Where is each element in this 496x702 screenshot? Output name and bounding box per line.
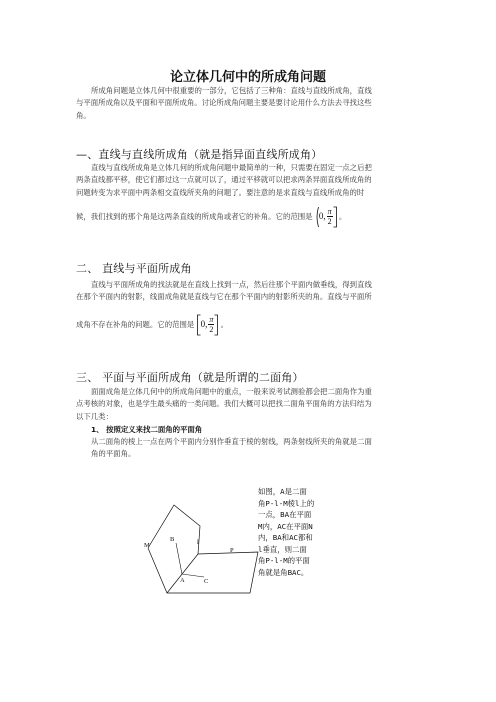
section-1-line: 问题转变为求平面中两条相交直线所夹角的问题了。要注意的是求直线与直线所成角的时 <box>76 187 365 197</box>
section-2-range-line <box>76 312 456 337</box>
subsection-1-line: 角的平面角。 <box>91 449 136 459</box>
intro-line: 所成角问题是立体几何中很重要的一部分，它包括了三种角：直线与直线所成角，直线 <box>91 86 372 95</box>
label-a: A <box>180 577 185 584</box>
figure-note-line: 角就是角BAC。 <box>258 567 309 577</box>
section-2-line: 直线与平面所成角的找法就是在直线上找到一点，然后往那个平面内做垂线，得到直线 <box>91 280 372 289</box>
label-b: B <box>170 536 175 543</box>
intro-line: 与平面所成角以及平面和平面所成角。讨论所成角问题主要是要讨论用什么方法去寻找这些 <box>76 98 372 108</box>
section-3-body <box>76 386 436 423</box>
section-3-line: 面面成角是立体几何中的所成角问题中的重点，一般来说考试测验都会把二面角作为重 <box>91 387 372 396</box>
subsection-1-heading: 1、 按照定义来找二面角的平面角 <box>91 425 203 434</box>
range-suffix: 。 <box>220 320 229 329</box>
range-interval: 0, $\frac{\pi}{2}$ <box>197 319 221 329</box>
figure-note-line: 内，BA和AC都和 <box>258 533 313 542</box>
range-lower: 0 <box>200 319 206 329</box>
subsection-1-body <box>91 436 436 461</box>
label-c: C <box>204 578 209 585</box>
section-1-heading: —、直线与直线所成角（就是指异面直线所成角） <box>76 148 323 161</box>
section-1-line: 两条直线都平移，使它们都过这一点就可以了，通过平移就可以把求两条异面直线所成角的 <box>76 175 372 185</box>
section-1-line: 候，我们找到的那个角是这两条直线的所成角或者它的补角。它的范围是 <box>76 212 313 221</box>
section-3-line: 点考核的对象，也是学生最头痛的一类问题。我们大概可以把找二面角平面角的方法归结为 <box>76 399 372 409</box>
figure-note-line: M内，AC在平面N <box>258 521 313 531</box>
range-pi: π <box>209 315 214 325</box>
right-bracket <box>333 206 337 228</box>
figure-note-line: 角P-l-M的平面 <box>258 556 310 565</box>
intro-line: 角。 <box>76 110 91 120</box>
section-1-range-line <box>76 204 456 229</box>
section-2-heading: 二、 直线与平面所成角 <box>76 262 192 275</box>
figure-note <box>258 486 338 578</box>
figure-note-line: 如图，A是二面 <box>258 487 307 496</box>
intro-paragraph <box>76 85 436 122</box>
label-m: M <box>144 542 150 549</box>
subsection-1-line: 从二面角的棱上一点在两个平面内分别作垂直于棱的射线，两条射线所夹的角就是二面 <box>91 437 372 446</box>
section-2-line: 成角不存在补角的问题。它的范围是 <box>76 320 195 329</box>
page-title: 论立体几何中的所成角问题 <box>169 70 326 85</box>
range-interval: 0, $\frac{\pi}{2}$ <box>315 211 339 221</box>
figure-note-line: 角P-l-M棱l上的 <box>258 498 315 508</box>
range-lower: 0 <box>318 211 324 221</box>
section-1-body <box>76 162 436 199</box>
range-pi: π <box>327 207 332 217</box>
dihedral-angle-figure <box>140 500 270 600</box>
range-suffix: 。 <box>338 212 347 221</box>
ray-ac <box>182 574 204 577</box>
section-3-line: 以下几类： <box>76 411 113 421</box>
section-2-body <box>76 279 436 304</box>
right-bracket <box>214 314 218 336</box>
edge-l <box>167 554 198 593</box>
plane-p-outline <box>148 548 258 593</box>
range-den: 2 <box>209 325 214 335</box>
figure-note-line: 一点，BA在平面 <box>258 510 312 519</box>
label-p: P <box>230 547 234 554</box>
range-den: 2 <box>327 217 332 227</box>
plane-m-outline <box>148 505 200 554</box>
section-2-line: 在那个平面内的射影，线面成角就是直线与它在那个平面内的射影所夹的角。直线与平面所 <box>76 292 372 302</box>
figure-note-line: l垂直，则二面 <box>258 544 307 554</box>
ray-ba <box>176 543 182 574</box>
section-3-heading: 三、 平面与平面所成角（就是所谓的二面角） <box>76 371 304 384</box>
label-l: l <box>197 539 199 546</box>
section-1-line: 直线与直线所成角是立体几何的所成角问题中最简单的一种，只需要在固定一点之后把 <box>91 163 372 172</box>
